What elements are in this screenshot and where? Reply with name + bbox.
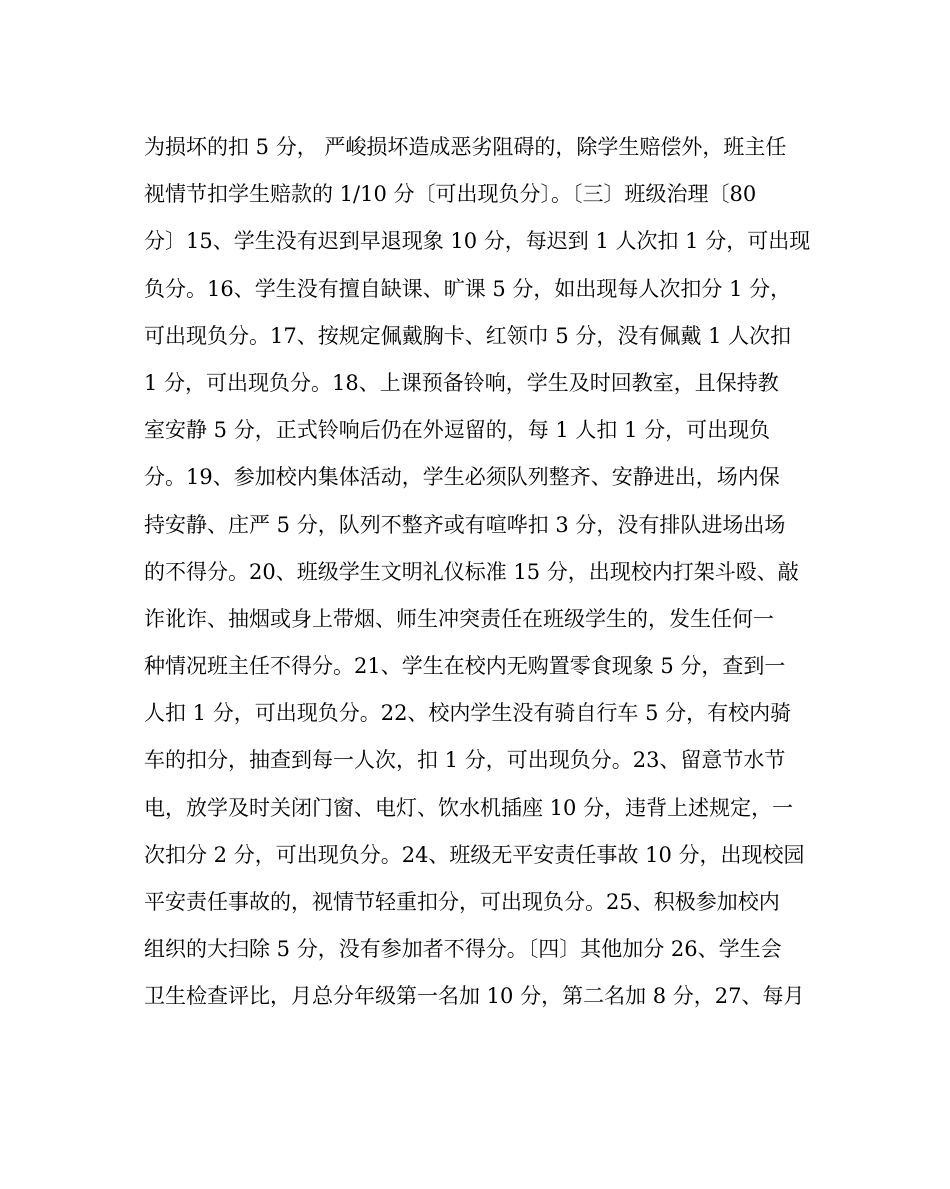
- body-text: [144, 124, 814, 1021]
- text-line-6: 1 分，可出现负分。18、上课预备铃响，学生及时回教室，且保持教: [144, 370, 779, 395]
- text-line-12: 种情况班主任不得分。21、学生在校内无购置零食现象 5 分，查到一: [144, 654, 786, 679]
- text-line-13: 人扣 1 分，可出现负分。22、校内学生没有骑自行车 5 分，有校内骑: [144, 701, 792, 726]
- text-line-7: 室安静 5 分，正式铃响后仍在外逗留的，每 1 人扣 1 分，可出现负: [144, 418, 771, 443]
- text-line-1: 为损坏的扣 5 分， 严峻损坏造成恶劣阻碍的，除学生赔偿外，班主任: [144, 135, 787, 159]
- text-line-5: 可出现负分。17、按规定佩戴胸卡、红领巾 5 分，没有佩戴 1 人次扣: [144, 323, 792, 348]
- text-line-2: 视情节扣学生赔款的 1/10 分〔可出现负分〕。〔三〕班级治理〔80: [144, 182, 757, 207]
- text-line-19: 卫生检查评比，月总分年级第一名加 10 分，第二名加 8 分，27、每月: [144, 984, 805, 1009]
- text-line-11: 诈讹诈、抽烟或身上带烟、师生冲突责任在班级学生的，发生任何一: [144, 606, 774, 631]
- text-line-17: 平安责任事故的，视情节轻重扣分，可出现负分。25、积极参加校内: [144, 890, 780, 914]
- text-line-14: 车的扣分，抽查到每一人次，扣 1 分，可出现负分。23、留意节水节: [144, 748, 786, 773]
- text-line-18: 组织的大扫除 5 分，没有参加者不得分。〔四〕其他加分 26、学生会: [144, 937, 782, 962]
- text-line-10: 的不得分。20、班级学生文明礼仪标准 15 分，出现校内打架斗殴、敲: [144, 559, 799, 584]
- text-line-4: 负分。16、学生没有擅自缺课、旷课 5 分，如出现每人次扣分 1 分，: [144, 276, 792, 301]
- text-line-15: 电，放学及时关闭门窗、电灯、饮水机插座 10 分，违背上述规定，一: [144, 795, 794, 820]
- text-line-3: 分〕15、学生没有迟到早退现象 10 分，每迟到 1 人次扣 1 分，可出现: [144, 229, 811, 254]
- text-line-9: 持安静、庄严 5 分，队列不整齐或有喧哗扣 3 分，没有排队进场出场: [144, 512, 786, 537]
- text-line-8: 分。19、参加校内集体活动，学生必须队列整齐、安静进出，场内保: [144, 465, 780, 490]
- text-line-16: 次扣分 2 分，可出现负分。24、班级无平安责任事故 10 分，出现校园: [144, 842, 805, 867]
